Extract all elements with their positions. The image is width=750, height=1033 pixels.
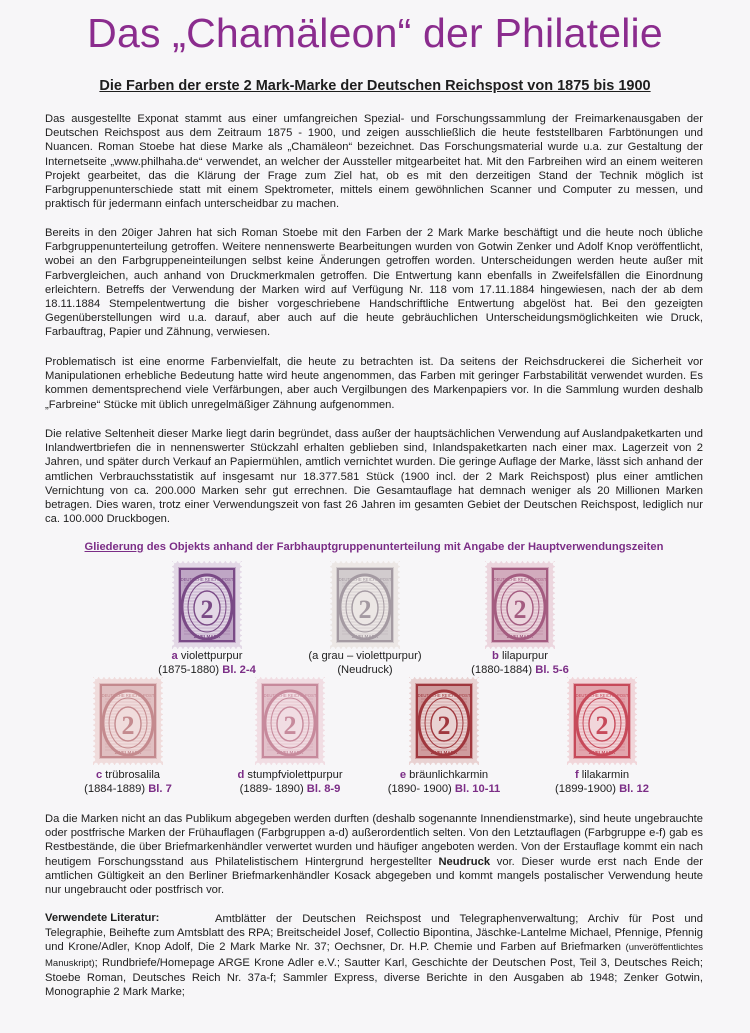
stamp-caption [122, 649, 292, 677]
stamp-caption-bl: Bl. 10-11 [454, 783, 501, 795]
stamp-caption-years: (1890- 1900) [387, 783, 455, 795]
svg-text:2: 2 [121, 711, 135, 740]
stamp-caption-name: trübrosalila [102, 769, 161, 781]
stamp-caption-bl: Bl. 7 [148, 783, 172, 795]
page-title: Das „Chamäleon“ der Philatelie [87, 10, 663, 56]
stamp-caption-letter: c [95, 769, 103, 781]
svg-text:DEUTSCHE REICHS-POST: DEUTSCHE REICHS-POST [180, 577, 234, 582]
stamp-caption [280, 649, 450, 677]
stamp-caption-name: (a grau – violettpurpur) [308, 650, 422, 662]
svg-text:DEUTSCHE REICHS-POST: DEUTSCHE REICHS-POST [417, 693, 471, 698]
stamp-caption-years: (1880-1884) [471, 664, 536, 676]
stamp-image [567, 677, 637, 765]
stamp-caption [435, 649, 605, 677]
literature-list [45, 912, 703, 999]
svg-text:ZWEI MARK: ZWEI MARK [506, 634, 534, 639]
svg-text:2: 2 [358, 595, 372, 624]
section-heading [45, 541, 703, 553]
stamp-svg [172, 561, 242, 649]
stamp-svg [409, 677, 479, 765]
stamp-caption-years: (Neudruck) [337, 664, 393, 676]
neudruck-paragraph [45, 812, 703, 897]
stamp-image [172, 561, 242, 649]
stamp-image [409, 677, 479, 765]
svg-text:DEUTSCHE REICHS-POST: DEUTSCHE REICHS-POST [101, 693, 155, 698]
stamp-caption [43, 768, 213, 796]
svg-text:2: 2 [513, 595, 527, 624]
stamp-image [93, 677, 163, 765]
colour-paragraph: Problematisch ist eine enorme Farbenvielfalt, die heute zu betrachten ist. Da seitens der Reichsdruckerei die Sicherheit vor Manipulationen erhebliche Bedeutung hatte wird heute angenommen, das Farben mit geringer Farbstabilität verwendet wurden. Es kommen dementsprechend viele Verfärbungen, aber auch Vergilbungen des Markenpapiers vor. In die Sammlung wurden deshalb „Farbreine“ Stücke mit üblich unregelmäßiger Zähnung aufgenommen. [45, 356, 703, 411]
stamp-caption-name: lilapurpur [498, 650, 548, 662]
literature-note: (unveröffentlichtes Manuskript) [45, 942, 703, 969]
page-subtitle: Die Farben der erste 2 Mark-Marke der Deutschen Reichspost von 1875 bis 1900 [99, 78, 651, 94]
stamp-caption-letter: f [574, 769, 579, 781]
svg-text:ZWEI MARK: ZWEI MARK [351, 634, 379, 639]
literature-heading: Verwendete Literatur: [45, 912, 160, 924]
stamp-caption-bl: Bl. 5-6 [535, 664, 569, 676]
svg-text:DEUTSCHE REICHS-POST: DEUTSCHE REICHS-POST [493, 577, 547, 582]
svg-text:2: 2 [595, 711, 609, 740]
svg-text:2: 2 [200, 595, 214, 624]
stamp-caption-bl: Bl. 8-9 [306, 783, 341, 795]
intro-paragraph: Das ausgestellte Exponat stammt aus einer umfangreichen Spezial- und Forschungssammlung der Freimarkenausgaben der Deutschen Reichspost aus dem Zeitraum 1875 - 1900, und zeigen ausschließlich die heute feststellbaren Farbtönungen und Nuancen. Roman Stoebe hat diese Marke als „Chamäleon“ bezeichnet. Das Forschungsmaterial wurde u.a. zur Gestaltung der Internetseite „www.philhaha.de“ verwendet, an welcher der Aussteller mitgearbeitet hat. Mit den Farbreihen wird an einem weiteren Projekt gearbeitet, das die Klärung der Frage zum Ziel hat, ob es mit den derzeitigen Stand der Technik möglich ist Farbgruppenunterschiede statt mit einem Spektrometer, mittels einem gewöhnlichen Scanner und Computer zu messen, und praktisch für jedermann einfach unterscheidbar zu machen. [45, 113, 703, 211]
svg-text:ZWEI MARK: ZWEI MARK [193, 634, 221, 639]
history-paragraph: Bereits in den 20iger Jahren hat sich Roman Stoebe mit den Farben der 2 Mark Marke beschäftigt und die heute noch übliche Farbgruppenunterteilung getroffen. Weitere nennenswerte Bearbeitungen wurden von Gotwin Zenker und Adolf Knop veröffentlicht, wobei an den Farbgruppeneinteilungen selbst keine Änderungen getroffen worden. Unterscheidungen werden heute außer mit Farbvergleichen, auch anhand von Druckmerkmalen getroffen. Die Entwertung kann ebenfalls in Zweifelsfällen die Einordnung erleichtern. Betreffs der Verwendung der Marken wird auf Verfügung Nr. 118 vom 17.11.1884 hingewiesen, nach der ab dem 18.11.1884 Stempelentwertung die bisher vorgeschriebene Handschriftliche Entwertung abgelöst hat. Bei den gezeigten Gegenüberstellungen wird u.a. darauf, aber auch auf die heute gebräuchlichen Unterscheidungsmöglichkeiten wie Druck, Farbauftrag, Papier und Zähnung, verwiesen. [45, 227, 703, 339]
stamp-caption-name: violettpurpur [177, 650, 243, 662]
neudruck-text-b: vor. Dieser wurde erst nach Ende der amtlichen Gültigkeit an den Berliner Briefmarkenhändler Kosack abgegeben und kommt mangels postalischer Verwendung heute nur ungebraucht oder postfrisch vor. [45, 855, 703, 897]
svg-text:ZWEI MARK: ZWEI MARK [114, 750, 142, 755]
stamp-caption-name: lilakarmin [578, 769, 630, 781]
stamp-svg [93, 677, 163, 765]
svg-text:ZWEI MARK: ZWEI MARK [276, 750, 304, 755]
literature-text-b: ; Rundbriefe/Homepage ARGE Krone Adler e.V.; Sautter Karl, Geschichte der Deutschen Post, Teil 3, Deutsches Reich; Stoebe Roman, Deutsches Reich Nr. 37a-f; Sammler Express, diverse Berichte in den Ausgaben ab 1948; Zenker Gotwin, Monographie 2 Mark Marke; [45, 956, 703, 999]
svg-text:ZWEI MARK: ZWEI MARK [588, 750, 616, 755]
svg-text:DEUTSCHE REICHS-POST: DEUTSCHE REICHS-POST [575, 693, 629, 698]
stamp-caption-years: (1884-1889) [84, 783, 149, 795]
rarity-paragraph: Die relative Seltenheit dieser Marke liegt darin begründet, dass außer der hauptsächlichen Verwendung auf Auslandpaketkarten und Inlandwertbriefen die in nennenswerter Stückzahl erhalten geblieben sind, Inlandspaketkarten nach einer max. Lagerzeit von 2 Jahren, und später durch Verkauf an Papiermühlen, amtlich vernichtet wurden. Die geringe Auflage der Marke, lässt sich anhand der amtlichen Verbrauchsstatistik auf insgesamt nur 18.377.581 Stück (1900 incl. der 2 Mark Reichspost) plus einer amtlichen Vernichtung von ca. 200.000 Marken sehr gut errechnen. Die Gesamtauflage hat demnach weniger als 20 Millionen Marken betragen. Dies waren, trotz einer Verwendungszeit von fast 26 Jahren im gesamten Gebiet der Deutschen Reichspost, lediglich nur ca. 100.000 Druckbogen. [45, 428, 703, 526]
stamp-caption-years: (1875-1880) [158, 664, 223, 676]
stamp-caption-letter: b [492, 650, 499, 662]
svg-text:2: 2 [283, 711, 297, 740]
stamp-caption [359, 768, 529, 796]
stamp-svg [485, 561, 555, 649]
stamp-caption-years: (1899-1900) [555, 783, 620, 795]
stamp-svg [330, 561, 400, 649]
stamp-image [330, 561, 400, 649]
stamp-caption-years: (1889- 1890) [239, 783, 307, 795]
neudruck-term: Neudruck [438, 855, 491, 868]
stamp-caption-name: bräunlichkarmin [406, 769, 489, 781]
svg-text:2: 2 [437, 711, 451, 740]
stamp-caption [205, 768, 375, 796]
stamp-caption-letter: a [171, 650, 178, 662]
stamp-caption-bl: Bl. 12 [619, 783, 649, 795]
stamp-caption-letter: e [399, 769, 407, 781]
stamp-svg [567, 677, 637, 765]
section-heading-lead: Gliederung [84, 541, 144, 553]
stamp-caption-bl: Bl. 2-4 [222, 664, 256, 676]
neudruck-text-a: Da die Marken nicht an das Publikum abgegeben werden durften (deshalb sogenannte Innendienstmarke), sind heute ungebrauchte oder postfrische Marken der Frühauflagen (Farbgruppen a-d) außerordentlich selten. Von den Letztauflagen (Farbgruppe e-f) gab es Restbestände, die über Briefmarkenhändler verwertet wurden und häufiger angeboten werden. Von der Erstauflage kommt ein nach heutigem Forschungsstand aus Philatelistischem Hintergrund hergestellter [45, 813, 703, 868]
stamp-caption-name: stumpfviolettpurpur [244, 769, 343, 781]
stamp-image [485, 561, 555, 649]
literature-text-a: Amtblätter der Deutschen Reichspost und Telegraphenverwaltung; Archiv für Post und Telegraphie, Beihefte zum Amtsblatt des RPA; Breitscheidel Josef, Collectio Bipontina, Jäschke-Lantelme Michael, Pfennige, Pfennig und Krone/Adler, Knop Adolf, Die 2 Mark Marke Nr. 37; Oechsner, Dr. H.P. Chemie und Farben auf Briefmarken [45, 913, 703, 954]
stamp-caption [517, 768, 687, 796]
svg-text:DEUTSCHE REICHS-POST: DEUTSCHE REICHS-POST [338, 577, 392, 582]
section-heading-rest: des Objekts anhand der Farbhauptgruppenunterteilung mit Angabe der Hauptverwendungszeiten [143, 541, 664, 553]
stamp-caption-letter: d [237, 769, 245, 781]
stamp-svg [255, 677, 325, 765]
svg-text:ZWEI MARK: ZWEI MARK [430, 750, 458, 755]
stamp-image [255, 677, 325, 765]
svg-text:DEUTSCHE REICHS-POST: DEUTSCHE REICHS-POST [263, 693, 317, 698]
